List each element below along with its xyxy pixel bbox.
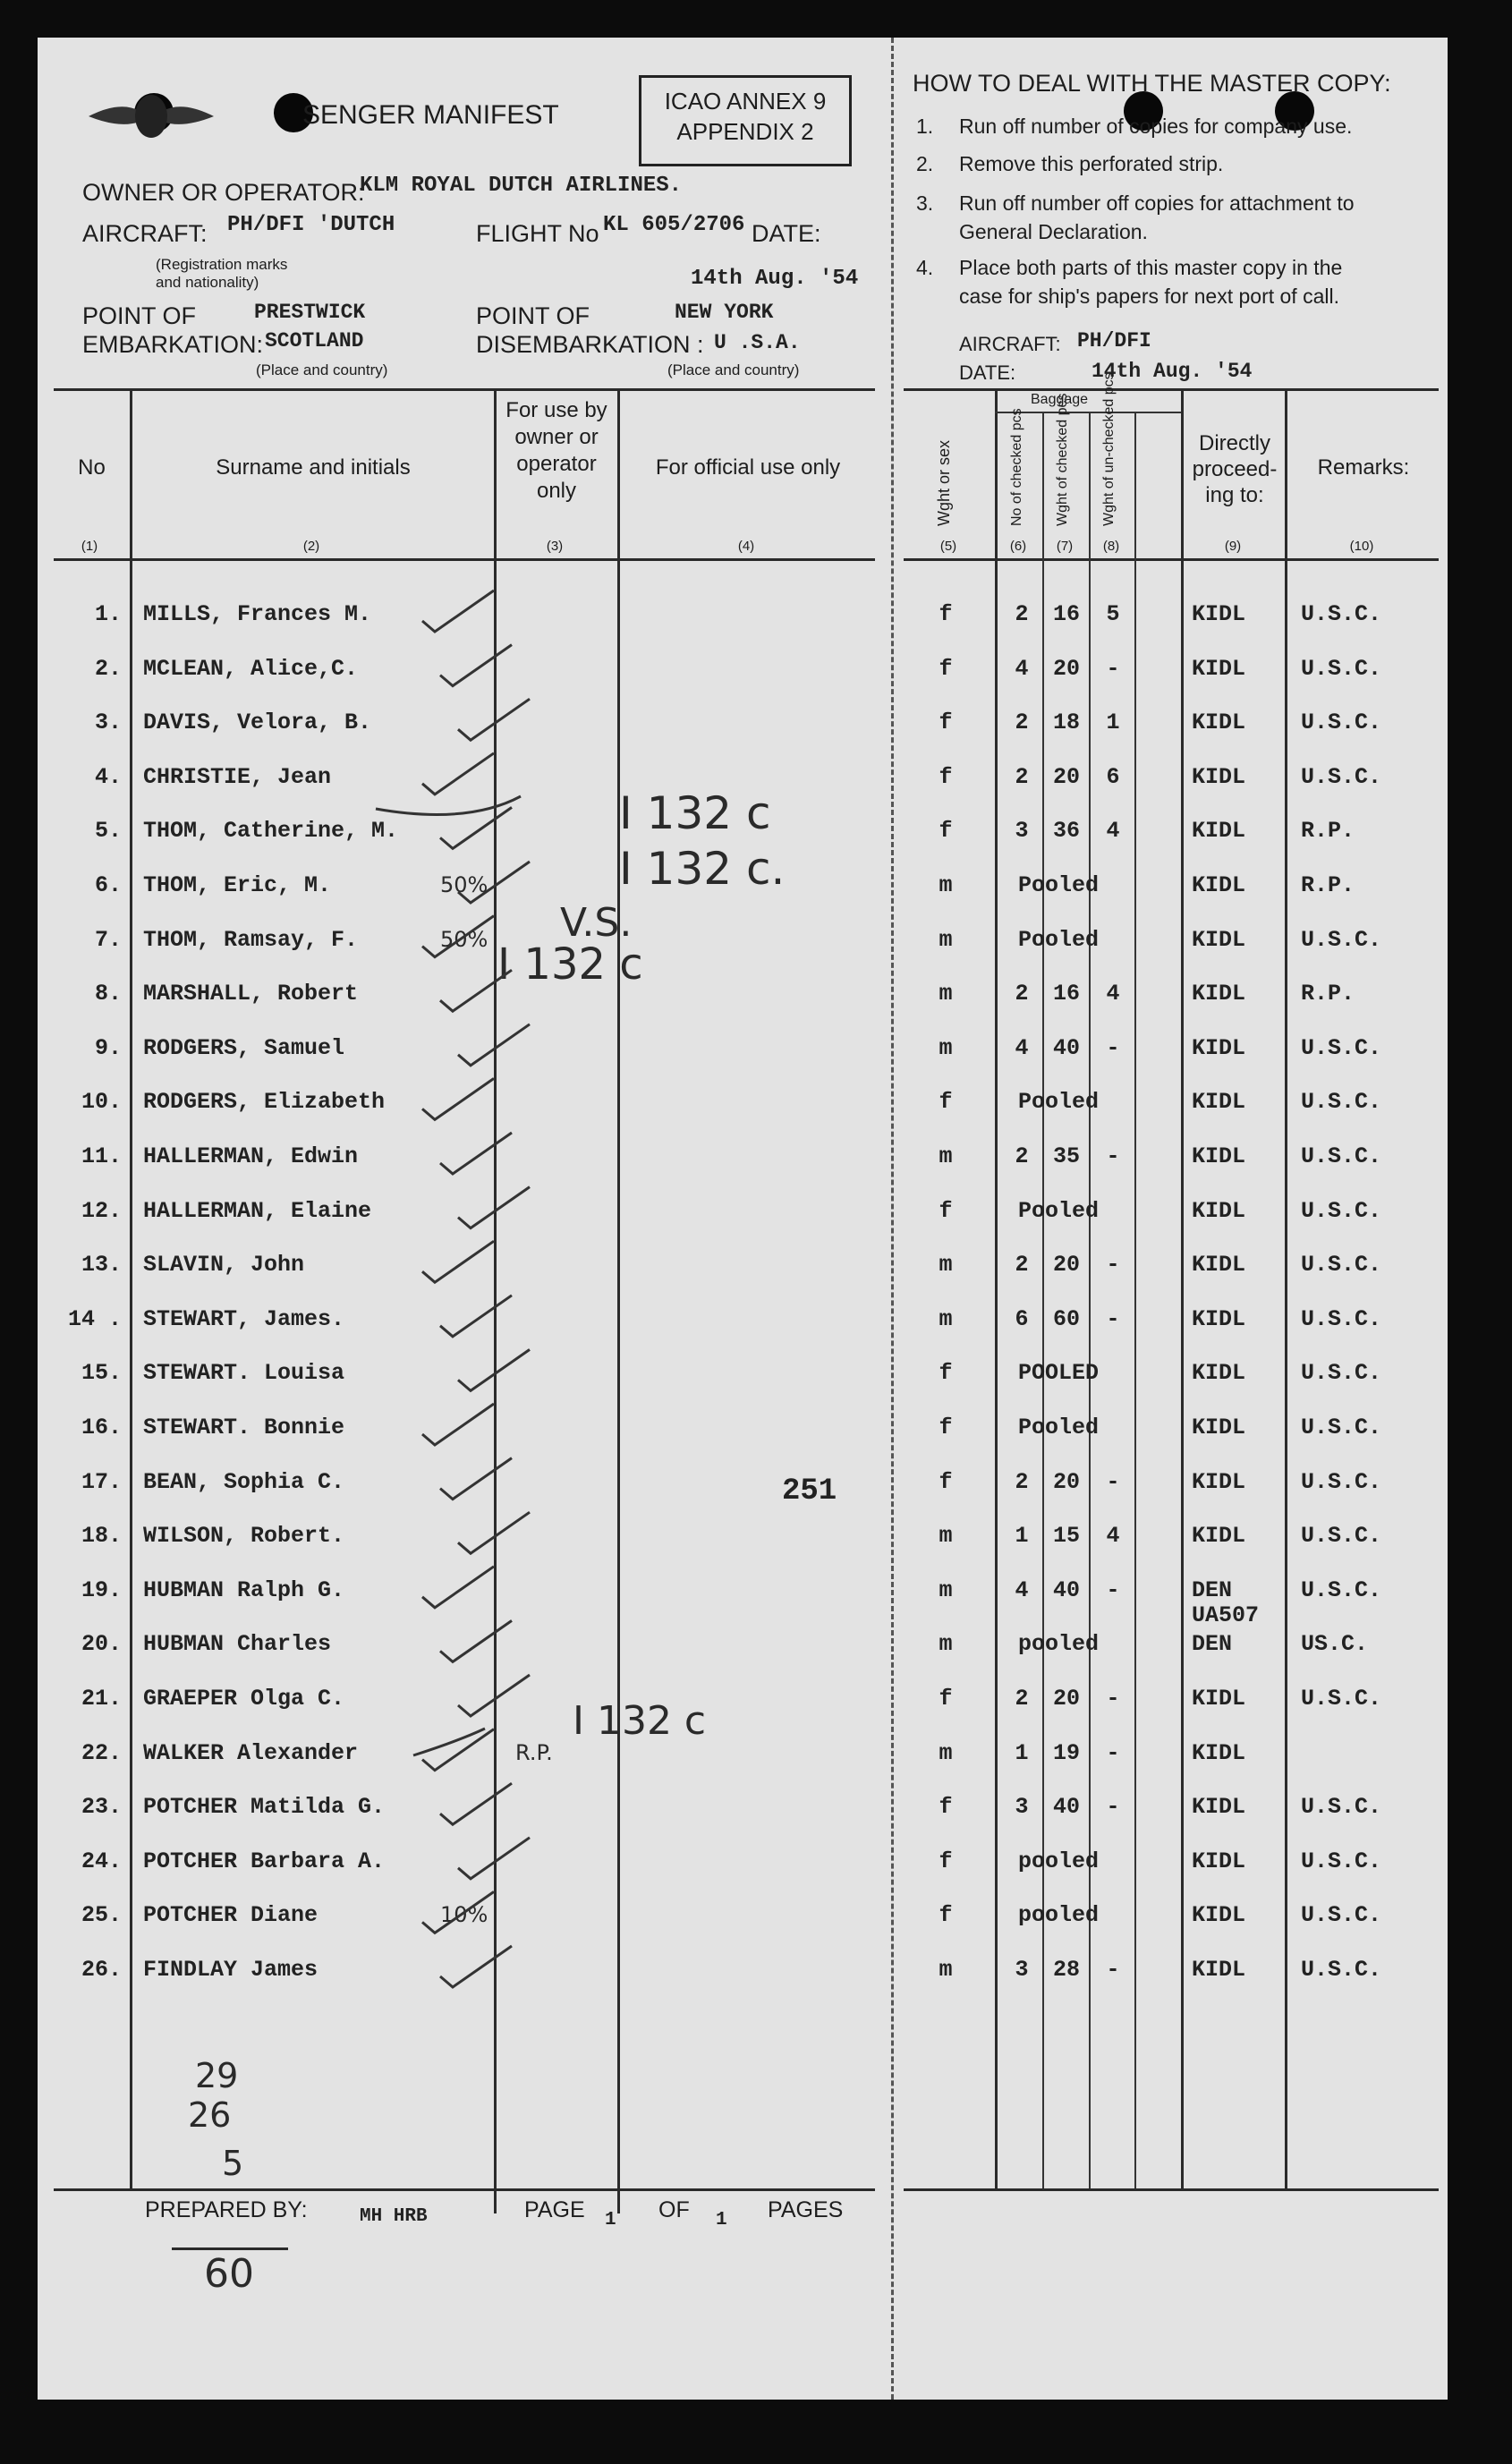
- checkmark: [422, 591, 494, 632]
- remarks: U.S.C.: [1301, 1523, 1382, 1549]
- official-mark-row7: V.S.: [560, 900, 633, 946]
- tally-3: 5: [222, 2144, 244, 2183]
- remarks: U.S.C.: [1301, 1686, 1382, 1712]
- checked-weight: 40: [1052, 1794, 1080, 1820]
- remarks: U.S.C.: [1301, 1469, 1382, 1495]
- instr-date-label: DATE:: [959, 361, 1016, 384]
- row-number: 1.: [94, 601, 122, 627]
- unchecked-weight: -: [1106, 1577, 1120, 1603]
- destination: DEN: [1192, 1577, 1233, 1603]
- checked-pieces: 4: [1015, 1577, 1029, 1603]
- checked-weight: 15: [1052, 1523, 1080, 1549]
- row-number: 23.: [81, 1794, 122, 1820]
- destination: KIDL: [1192, 872, 1246, 898]
- remarks: U.S.C.: [1301, 764, 1382, 790]
- remarks: R.P.: [1301, 872, 1355, 898]
- remarks: U.S.C.: [1301, 1143, 1382, 1169]
- destination: KIDL: [1192, 1794, 1246, 1820]
- passenger-name: RODGERS, Samuel: [143, 1035, 345, 1061]
- row-number: 12.: [81, 1198, 122, 1224]
- row-number: 21.: [81, 1686, 122, 1712]
- col-header-proceeding-text: Directly proceed-ing to:: [1192, 431, 1278, 507]
- col-header-name: Surname and initials: [216, 455, 411, 480]
- checked-weight: 18: [1052, 709, 1080, 735]
- passenger-name: STEWART. Bonnie: [143, 1415, 345, 1440]
- unchecked-weight: 6: [1106, 764, 1120, 790]
- column-index: (8): [1102, 539, 1120, 554]
- remarks: U.S.C.: [1301, 656, 1382, 682]
- date-value: 14th Aug. '54: [691, 267, 859, 291]
- remarks: U.S.C.: [1301, 1252, 1382, 1278]
- checkmark: [440, 1946, 512, 1987]
- checkmarks-overlay: [38, 38, 1448, 2400]
- destination: KIDL: [1192, 927, 1246, 953]
- passenger-name: STEWART. Louisa: [143, 1360, 345, 1386]
- column-index: (7): [1056, 539, 1074, 554]
- col-header-no: No: [78, 455, 106, 480]
- unchecked-weight: 4: [1106, 818, 1120, 844]
- passenger-name: THOM, Eric, M.: [143, 872, 332, 898]
- unchecked-weight: -: [1106, 1794, 1120, 1820]
- disembark-label1: POINT OF: [476, 302, 590, 329]
- col-header-baggage: Baggage: [1031, 392, 1089, 407]
- checkmark: [458, 699, 530, 740]
- passenger-name: DAVIS, Velora, B.: [143, 709, 372, 735]
- passenger-sex: f: [939, 764, 953, 790]
- baggage-pooled: Pooled: [1018, 927, 1100, 953]
- checked-weight: 20: [1052, 764, 1080, 790]
- checked-pieces: 3: [1015, 818, 1029, 844]
- embark-note: (Place and country): [256, 361, 388, 378]
- checkmark: [440, 1783, 512, 1824]
- checked-pieces: 2: [1015, 709, 1029, 735]
- column-index: (6): [1009, 539, 1027, 554]
- passenger-sex: f: [939, 1360, 953, 1386]
- baggage-pooled: Pooled: [1018, 1198, 1100, 1224]
- checkmark: [458, 1024, 530, 1066]
- destination: KIDL: [1192, 1686, 1246, 1712]
- operator-note: 50%: [440, 872, 488, 897]
- col-header-remarks: Remarks:: [1317, 455, 1410, 480]
- checked-pieces: 2: [1015, 1143, 1029, 1169]
- official-mark-row6: I 132 c.: [619, 843, 786, 895]
- checked-pieces: 2: [1015, 981, 1029, 1007]
- baggage-pooled: pooled: [1018, 1848, 1100, 1874]
- row-number: 24.: [81, 1848, 122, 1874]
- checked-pieces: 2: [1015, 1469, 1029, 1495]
- row-number: 7.: [94, 927, 122, 953]
- checked-pieces: 1: [1015, 1523, 1029, 1549]
- checkmark: [422, 1567, 494, 1608]
- remarks: U.S.C.: [1301, 1306, 1382, 1332]
- passenger-sex: f: [939, 1089, 953, 1115]
- checked-pieces: 1: [1015, 1740, 1029, 1766]
- remarks: U.S.C.: [1301, 1957, 1382, 1983]
- checked-weight: 40: [1052, 1577, 1080, 1603]
- embark-value2: SCOTLAND: [265, 329, 364, 353]
- checked-weight: 20: [1052, 1469, 1080, 1495]
- baggage-pooled: pooled: [1018, 1902, 1100, 1928]
- checked-weight: 19: [1052, 1740, 1080, 1766]
- passenger-sex: m: [939, 927, 953, 953]
- checkmark: [422, 1404, 494, 1445]
- checked-weight: 60: [1052, 1306, 1080, 1332]
- destination: KIDL: [1192, 1740, 1246, 1766]
- passenger-sex: m: [939, 1957, 953, 1983]
- destination: KIDL: [1192, 656, 1246, 682]
- instruction-line: Remove this perforated strip.: [959, 152, 1224, 175]
- operator-note: R.P.: [515, 1740, 553, 1765]
- unchecked-weight: -: [1106, 1143, 1120, 1169]
- unchecked-weight: -: [1106, 1469, 1120, 1495]
- owner-label: OWNER OR OPERATOR:: [82, 179, 365, 206]
- checked-weight: 28: [1052, 1957, 1080, 1983]
- checkmark: [458, 1349, 530, 1390]
- remarks: US.C.: [1301, 1631, 1369, 1657]
- passenger-name: THOM, Ramsay, F.: [143, 927, 359, 953]
- passenger-sex: m: [939, 1143, 953, 1169]
- row-number: 14 .: [67, 1306, 122, 1332]
- operator-note: 50%: [440, 927, 488, 952]
- embark-label2: EMBARKATION:: [82, 331, 264, 358]
- passenger-name: POTCHER Diane: [143, 1902, 319, 1928]
- checkmark: [440, 645, 512, 686]
- instruction-number: 3.: [916, 191, 934, 215]
- manifest-page: [38, 38, 1448, 2400]
- passenger-sex: f: [939, 1198, 953, 1224]
- col-header-owner: For use by owner or operator only: [505, 398, 607, 503]
- unchecked-weight: -: [1106, 1035, 1120, 1061]
- unchecked-weight: -: [1106, 1740, 1120, 1766]
- checkmark: [440, 970, 512, 1011]
- registration-note1: (Registration marks: [156, 256, 288, 273]
- row-number: 9.: [94, 1035, 122, 1061]
- unchecked-weight: 1: [1106, 709, 1120, 735]
- checked-weight: 35: [1052, 1143, 1080, 1169]
- instr-date-value: 14th Aug. '54: [1092, 360, 1253, 383]
- checkmark: [422, 916, 494, 957]
- column-index: (1): [81, 539, 98, 554]
- destination: KIDL: [1192, 601, 1246, 627]
- disembark-value1: NEW YORK: [675, 301, 774, 324]
- instruction-number: 2.: [916, 152, 934, 175]
- checkmark: [422, 1078, 494, 1119]
- row-number: 16.: [81, 1415, 122, 1440]
- checkmark: [458, 1675, 530, 1716]
- instruction-line: Run off number of copies for company use.: [959, 115, 1353, 138]
- checkmark: [440, 1458, 512, 1500]
- tally-1: 29: [195, 2056, 239, 2095]
- passenger-sex: m: [939, 981, 953, 1007]
- unchecked-weight: -: [1106, 1252, 1120, 1278]
- checkmark: [422, 753, 494, 794]
- checked-pieces: 3: [1015, 1794, 1029, 1820]
- row-number: 6.: [94, 872, 122, 898]
- of-label: OF: [658, 2197, 690, 2222]
- remarks: U.S.C.: [1301, 1198, 1382, 1224]
- passenger-name: HALLERMAN, Edwin: [143, 1143, 359, 1169]
- registration-note2: and nationality): [156, 274, 259, 291]
- passenger-name: CHRISTIE, Jean: [143, 764, 332, 790]
- remarks: R.P.: [1301, 818, 1355, 844]
- checkmark: [440, 1296, 512, 1337]
- instructions-title: HOW TO DEAL WITH THE MASTER COPY:: [913, 70, 1391, 97]
- passenger-name: RODGERS, Elizabeth: [143, 1089, 386, 1115]
- remarks: U.S.C.: [1301, 1794, 1382, 1820]
- pages-label: PAGES: [768, 2197, 844, 2222]
- column-index: (4): [737, 539, 755, 554]
- passenger-sex: m: [939, 1740, 953, 1766]
- checked-pieces: 2: [1015, 1252, 1029, 1278]
- destination: KIDL: [1192, 1252, 1246, 1278]
- passenger-name: HUBMAN Charles: [143, 1631, 332, 1657]
- destination: KIDL: [1192, 1848, 1246, 1874]
- disembark-note: (Place and country): [667, 361, 800, 378]
- passenger-name: WILSON, Robert.: [143, 1523, 345, 1549]
- checked-weight: 20: [1052, 656, 1080, 682]
- column-index: (2): [302, 539, 320, 554]
- col-header-checked-pcs: No of checked pcs: [1009, 408, 1024, 526]
- checked-weight: 40: [1052, 1035, 1080, 1061]
- row-number: 4.: [94, 764, 122, 790]
- instruction-number: 4.: [916, 256, 934, 279]
- unchecked-weight: -: [1106, 1957, 1120, 1983]
- passenger-sex: f: [939, 709, 953, 735]
- passenger-name: HUBMAN Ralph G.: [143, 1577, 345, 1603]
- destination: KIDL: [1192, 1143, 1246, 1169]
- instruction-line: Place both parts of this master copy in the: [959, 256, 1343, 279]
- passenger-name: MILLS, Frances M.: [143, 601, 372, 627]
- passenger-name: STEWART, James.: [143, 1306, 345, 1332]
- official-mark-row22: I 132 c: [573, 1698, 707, 1744]
- destination: KIDL: [1192, 1523, 1246, 1549]
- remarks: U.S.C.: [1301, 1035, 1382, 1061]
- official-mark-row5: I 132 c: [619, 787, 771, 839]
- checked-pieces: 6: [1015, 1306, 1029, 1332]
- passenger-name: THOM, Catherine, M.: [143, 818, 399, 844]
- row-number: 26.: [81, 1957, 122, 1983]
- owner-value: KLM ROYAL DUTCH AIRLINES.: [360, 174, 683, 198]
- passenger-sex: m: [939, 1252, 953, 1278]
- column-index: (5): [939, 539, 957, 554]
- passenger-sex: m: [939, 872, 953, 898]
- passenger-sex: f: [939, 656, 953, 682]
- flight-value: KL 605/2706: [603, 213, 745, 237]
- checked-weight: 16: [1052, 981, 1080, 1007]
- tally-rule: [172, 2247, 288, 2250]
- unchecked-weight: 5: [1106, 601, 1120, 627]
- passenger-sex: m: [939, 1523, 953, 1549]
- destination: KIDL: [1192, 1198, 1246, 1224]
- col-header-official: For official use only: [655, 455, 841, 480]
- remarks: U.S.C.: [1301, 1577, 1382, 1603]
- passenger-name: WALKER Alexander: [143, 1740, 359, 1766]
- checkmark: [458, 1838, 530, 1879]
- baggage-pooled: pooled: [1018, 1631, 1100, 1657]
- aircraft-value: PH/DFI 'DUTCH: [227, 213, 395, 237]
- col-header-sex: Wght or sex: [935, 439, 953, 526]
- destination: KIDL: [1192, 1089, 1246, 1115]
- col-header-unchecked-wght: Wght of un-checked pcs: [1101, 372, 1117, 526]
- destination: KIDL: [1192, 1306, 1246, 1332]
- checked-pieces: 4: [1015, 656, 1029, 682]
- destination: KIDL: [1192, 709, 1246, 735]
- official-number-251: 251: [782, 1474, 837, 1508]
- arrow-row5: [376, 796, 521, 814]
- date-label: DATE:: [752, 220, 821, 247]
- instruction-line: General Declaration.: [959, 220, 1148, 243]
- passenger-sex: f: [939, 818, 953, 844]
- checkmark: [458, 1512, 530, 1553]
- passenger-name: HALLERMAN, Elaine: [143, 1198, 372, 1224]
- checked-pieces: 2: [1015, 764, 1029, 790]
- title-text: SENGER MANIFEST: [302, 100, 559, 130]
- remarks: U.S.C.: [1301, 1360, 1382, 1386]
- passenger-sex: f: [939, 1794, 953, 1820]
- instruction-line: Run off number off copies for attachment to: [959, 191, 1355, 215]
- unchecked-weight: -: [1106, 1306, 1120, 1332]
- row-number: 25.: [81, 1902, 122, 1928]
- baggage-pooled: Pooled: [1018, 1089, 1100, 1115]
- row-number: 13.: [81, 1252, 122, 1278]
- passenger-sex: m: [939, 1306, 953, 1332]
- embark-value1: PRESTWICK: [254, 301, 366, 324]
- passenger-name: MARSHALL, Robert: [143, 981, 359, 1007]
- passenger-sex: f: [939, 1848, 953, 1874]
- destination: KIDL: [1192, 1415, 1246, 1440]
- passenger-name: FINDLAY James: [143, 1957, 319, 1983]
- aircraft-label: AIRCRAFT:: [82, 220, 208, 247]
- baggage-pooled: Pooled: [1018, 1415, 1100, 1440]
- passenger-sex: f: [939, 1902, 953, 1928]
- row-number: 15.: [81, 1360, 122, 1386]
- annex-line2: APPENDIX 2: [676, 117, 814, 145]
- remarks: U.S.C.: [1301, 709, 1382, 735]
- remarks: U.S.C.: [1301, 1902, 1382, 1928]
- checkmark: [458, 862, 530, 903]
- of-value: 1: [716, 2210, 727, 2230]
- destination: KIDL: [1192, 764, 1246, 790]
- passenger-name: GRAEPER Olga C.: [143, 1686, 345, 1712]
- passenger-name: MCLEAN, Alice,C.: [143, 656, 359, 682]
- passenger-sex: f: [939, 1415, 953, 1440]
- instr-aircraft-label: AIRCRAFT:: [959, 333, 1061, 355]
- baggage-pooled: Pooled: [1018, 872, 1100, 898]
- checkmark: [422, 1891, 494, 1933]
- tally-total: 60: [204, 2251, 254, 2297]
- checkmark: [422, 1241, 494, 1282]
- official-mark-row8: I 132 c: [497, 939, 643, 990]
- remarks: U.S.C.: [1301, 1089, 1382, 1115]
- prepared-label: PREPARED BY:: [145, 2197, 308, 2222]
- instr-aircraft-value: PH/DFI: [1077, 329, 1151, 353]
- row-number: 3.: [94, 709, 122, 735]
- unchecked-weight: -: [1106, 1686, 1120, 1712]
- remarks: U.S.C.: [1301, 927, 1382, 953]
- passenger-sex: f: [939, 601, 953, 627]
- unchecked-weight: -: [1106, 656, 1120, 682]
- passenger-sex: f: [939, 1469, 953, 1495]
- passenger-name: POTCHER Matilda G.: [143, 1794, 386, 1820]
- destination: KIDL: [1192, 1035, 1246, 1061]
- remarks: U.S.C.: [1301, 601, 1382, 627]
- embark-label1: POINT OF: [82, 302, 197, 329]
- row-number: 11.: [81, 1143, 122, 1169]
- destination: KIDL: [1192, 1469, 1246, 1495]
- row-number: 10.: [81, 1089, 122, 1115]
- row-number: 20.: [81, 1631, 122, 1657]
- row-number: 2.: [94, 656, 122, 682]
- page-value: 1: [605, 2210, 616, 2230]
- checked-pieces: 3: [1015, 1957, 1029, 1983]
- passenger-sex: m: [939, 1577, 953, 1603]
- row-number: 17.: [81, 1469, 122, 1495]
- instruction-line: case for ship's papers for next port of call.: [959, 285, 1339, 308]
- prepared-value: MH HRB: [360, 2206, 428, 2227]
- checked-weight: 20: [1052, 1252, 1080, 1278]
- passenger-name: BEAN, Sophia C.: [143, 1469, 345, 1495]
- remarks: U.S.C.: [1301, 1848, 1382, 1874]
- checkmark: [440, 1133, 512, 1174]
- operator-note: 10%: [440, 1902, 488, 1927]
- destination: KIDL: [1192, 1957, 1246, 1983]
- flight-label: FLIGHT No: [476, 220, 599, 247]
- passenger-sex: m: [939, 1035, 953, 1061]
- row-number: 18.: [81, 1523, 122, 1549]
- destination: KIDL: [1192, 1360, 1246, 1386]
- checked-pieces: 2: [1015, 1686, 1029, 1712]
- destination: KIDL: [1192, 1902, 1246, 1928]
- checkmark: [458, 1187, 530, 1228]
- row-number: 22.: [81, 1740, 122, 1766]
- passenger-name: SLAVIN, John: [143, 1252, 305, 1278]
- checked-weight: 36: [1052, 818, 1080, 844]
- checkmark: [440, 1620, 512, 1661]
- column-index: (3): [546, 539, 564, 554]
- destination: KIDL: [1192, 981, 1246, 1007]
- instruction-number: 1.: [916, 115, 934, 138]
- checked-pieces: 4: [1015, 1035, 1029, 1061]
- destination-flight: UA507: [1192, 1602, 1260, 1628]
- row-number: 19.: [81, 1577, 122, 1603]
- unchecked-weight: 4: [1106, 981, 1120, 1007]
- remarks: U.S.C.: [1301, 1415, 1382, 1440]
- unchecked-weight: 4: [1106, 1523, 1120, 1549]
- checked-pieces: 2: [1015, 601, 1029, 627]
- checked-weight: 20: [1052, 1686, 1080, 1712]
- col-header-checked-wght: Wght of checked pcs: [1055, 393, 1070, 526]
- column-index: (9): [1224, 539, 1242, 554]
- passenger-sex: m: [939, 1631, 953, 1657]
- disembark-value2: U .S.A.: [714, 331, 801, 354]
- checked-weight: 16: [1052, 601, 1080, 627]
- annex-line1: ICAO ANNEX 9: [664, 88, 827, 115]
- destination: DEN: [1192, 1631, 1233, 1657]
- tally-2: 26: [188, 2095, 232, 2135]
- destination: KIDL: [1192, 818, 1246, 844]
- remarks: R.P.: [1301, 981, 1355, 1007]
- passenger-sex: f: [939, 1686, 953, 1712]
- page-label: PAGE: [524, 2197, 585, 2222]
- row-number: 8.: [94, 981, 122, 1007]
- baggage-pooled: POOLED: [1018, 1360, 1100, 1386]
- disembark-label2: DISEMBARKATION :: [476, 331, 704, 358]
- column-index: (10): [1349, 539, 1374, 554]
- passenger-name: POTCHER Barbara A.: [143, 1848, 386, 1874]
- row-number: 5.: [94, 818, 122, 844]
